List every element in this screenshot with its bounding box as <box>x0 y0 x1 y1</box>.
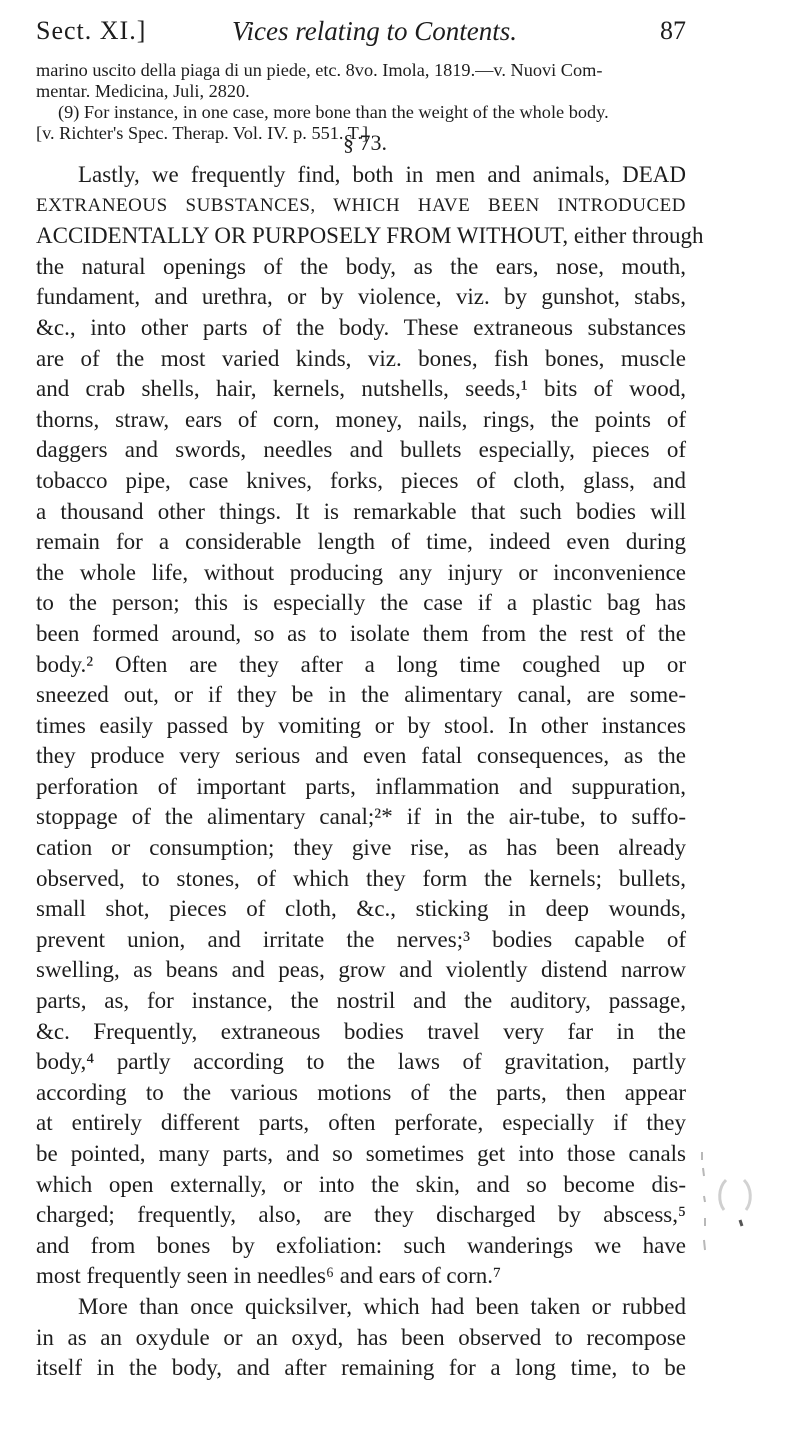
text-line: in as an oxydule or an oxyd, has been observed to recompose <box>36 1324 686 1350</box>
text-line: charged; frequently, also, are they discharged by abscess,⁵ <box>36 1202 686 1228</box>
text-line: sneezed out, or if they be in the alimentary canal, are some- <box>36 682 686 708</box>
page-number: 87 <box>660 16 686 45</box>
text-line: perforation of important parts, inflammation and suppuration, <box>36 773 686 799</box>
text-line: fundament, and urethra, or by violence, viz. by gunshot, stabs, <box>36 284 686 310</box>
text-line: itself in the body, and after remaining for a long time, to be <box>36 1355 686 1381</box>
text-line: More than once quicksilver, which had been taken or rubbed <box>78 1293 686 1319</box>
text-line: are of the most varied kinds, viz. bones, fish bones, muscle <box>36 345 686 371</box>
text-line: according to the various motions of the parts, then appear <box>36 1079 686 1105</box>
text-line: observed, to stones, of which they form the kernels; bullets, <box>36 865 686 891</box>
text-line: thorns, straw, ears of corn, money, nails, rings, the points of <box>36 406 686 432</box>
body-text <box>36 160 704 1384</box>
text-line: and from bones by exfoliation: such wanderings we have <box>36 1232 686 1258</box>
text-line: they produce very serious and even fatal consequences, as the <box>36 743 686 769</box>
footnote-line: [v. Richter's Spec. Therap. Vol. IV. p. 551. T.] <box>36 123 369 143</box>
text-line: the whole life, without producing any injury or inconvenience <box>36 559 686 585</box>
running-header <box>36 16 686 46</box>
text-line: &c., into other parts of the body. These extraneous substances <box>36 314 686 340</box>
text-line: parts, as, for instance, the nostril and the auditory, passage, <box>36 988 686 1014</box>
footnote-line: (9) For instance, in one case, more bone than the weight of the whole body. <box>58 102 609 122</box>
running-title: Vices relating to Contents. <box>232 16 517 46</box>
footnote-line: marino uscito della piaga di un piede, etc. 8vo. Imola, 1819.—v. Nuovi Com- <box>36 60 603 80</box>
text-line: which open externally, or into the skin, and so become dis- <box>36 1171 686 1197</box>
text-line: ACCIDENTALLY OR PURPOSELY FROM WITHOUT, either through <box>36 223 704 249</box>
section-heading: § 73. <box>343 130 387 155</box>
text-line: a thousand other things. It is remarkable that such bodies will <box>36 498 686 524</box>
text-line: body,⁴ partly according to the laws of gravitation, partly <box>36 1049 686 1075</box>
text-line: body.² Often are they after a long time coughed up or <box>36 651 686 677</box>
text-line: cation or consumption; they give rise, as has been already <box>36 835 686 861</box>
text-line: &c. Frequently, extraneous bodies travel very far in the <box>36 1018 686 1044</box>
text-line: Lastly, we frequently find, both in men and animals, DEAD <box>78 162 686 187</box>
text-line: and crab shells, hair, kernels, nutshells, seeds,¹ bits of wood, <box>36 376 686 402</box>
section-label: Sect. XI.] <box>36 16 147 45</box>
text-line: tobacco pipe, case knives, forks, pieces of cloth, glass, and <box>36 467 686 493</box>
text-line: times easily passed by vomiting or by stool. In other instances <box>36 712 686 738</box>
text-line: prevent union, and irritate the nerves;³ bodies capable of <box>36 926 686 952</box>
text-line: at entirely different parts, often perforate, especially if they <box>36 1110 686 1136</box>
text-line: small shot, pieces of cloth, &c., sticking in deep wounds, <box>36 896 686 922</box>
text-line: to the person; this is especially the case if a plastic bag has <box>36 590 686 616</box>
text-line: daggers and swords, needles and bullets especially, pieces of <box>36 437 686 463</box>
text-line: stoppage of the alimentary canal;²* if in the air-tube, to suffo- <box>36 804 686 830</box>
text-line: remain for a considerable length of time, indeed even during <box>36 529 686 555</box>
footnote-line: mentar. Medicina, Juli, 2820. <box>36 81 250 101</box>
text-line: been formed around, so as to isolate them from the rest of the <box>36 620 686 646</box>
text-line: be pointed, many parts, and so sometimes get into those canals <box>36 1141 686 1166</box>
text-line: most frequently seen in needles⁶ and ears of corn.⁷ <box>36 1263 502 1289</box>
text-line: EXTRANEOUS SUBSTANCES, WHICH HAVE BEEN INTRODUCED <box>36 194 686 216</box>
text-line: the natural openings of the body, as the ears, nose, mouth, <box>36 253 686 279</box>
text-line: swelling, as beans and peas, grow and violently distend narrow <box>36 957 686 983</box>
margin-binding-marks <box>700 1140 790 1270</box>
